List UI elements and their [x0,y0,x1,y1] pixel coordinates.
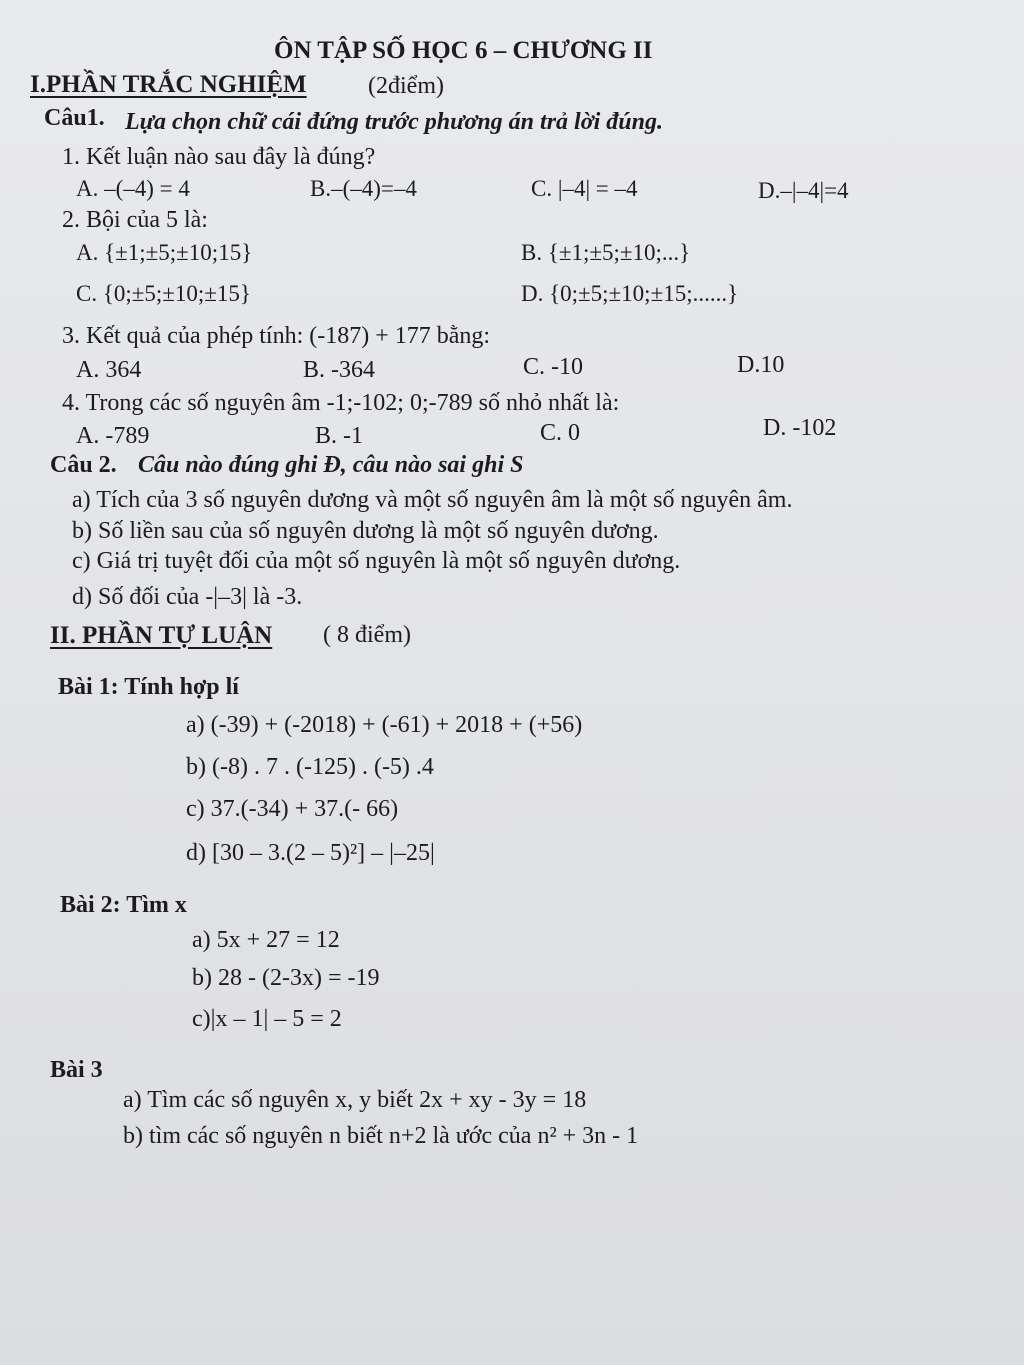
q3-option-a: A. 364 [76,357,142,383]
cau2-item-b: b) Số liền sau của số nguyên dương là một số nguyên dương. [72,518,659,544]
q1-option-a: A. –(–4) = 4 [76,176,190,201]
question-1: 1. Kết luận nào sau đây là đúng? [62,144,376,170]
q3-option-d: D.10 [737,352,785,378]
q3-option-b: B. -364 [303,357,375,383]
cau1-label: Câu1. [44,105,105,131]
q1-option-b: B.–(–4)=–4 [310,176,417,201]
bai3-item-b: b) tìm các số nguyên n biết n+2 là ước của n² + 3n - 1 [123,1123,639,1149]
q1-option-d: D.–|–4|=4 [758,178,849,203]
q3-option-c: C. -10 [523,354,583,380]
part1-heading: I.PHẦN TRẮC NGHIỆM [30,71,307,98]
bai1-item-b: b) (-8) . 7 . (-125) . (-5) .4 [186,754,434,780]
bai2-item-b: b) 28 - (2-3x) = -19 [192,965,380,991]
cau2-item-d: d) Số đối của -|–3| là -3. [72,584,303,610]
q4-option-b: B. -1 [315,423,363,449]
bai1-title: Bài 1: Tính hợp lí [58,674,239,700]
bai3-item-a: a) Tìm các số nguyên x, y biết 2x + xy - 3y = 18 [123,1087,587,1113]
bai1-item-c: c) 37.(-34) + 37.(- 66) [186,796,399,822]
q2-option-d: D. {0;±5;±10;±15;......} [521,281,739,306]
q2-option-c: C. {0;±5;±10;±15} [76,281,251,306]
cau2-instruction: Câu nào đúng ghi Đ, câu nào sai ghi S [138,452,524,478]
bai2-item-c: c)|x – 1| – 5 = 2 [192,1006,342,1032]
question-2: 2. Bội của 5 là: [62,207,208,233]
q4-option-a: A. -789 [76,423,150,449]
cau2-item-a: a) Tích của 3 số nguyên dương và một số nguyên âm là một số nguyên âm. [72,487,793,513]
q2-option-a: A. {±1;±5;±10;15} [76,240,253,265]
q1-option-c: C. |–4| = –4 [531,176,638,201]
bai2-title: Bài 2: Tìm x [60,892,187,918]
q2-option-b: B. {±1;±5;±10;...} [521,240,691,265]
document-title: ÔN TẬP SỐ HỌC 6 – CHƯƠNG II [274,37,653,64]
part2-heading: II. PHẦN TỰ LUẬN [50,622,273,649]
cau2-label: Câu 2. [50,452,117,478]
bai3-title: Bài 3 [50,1057,103,1083]
part1-points: (2điểm) [368,73,444,99]
part2-points: ( 8 điểm) [323,622,411,648]
q4-option-d: D. -102 [763,415,837,441]
bai1-item-a: a) (-39) + (-2018) + (-61) + 2018 + (+56) [186,712,583,738]
bai2-item-a: a) 5x + 27 = 12 [192,927,340,953]
cau1-instruction: Lựa chọn chữ cái đứng trước phương án trả lời đúng. [125,109,663,135]
q4-option-c: C. 0 [540,420,581,446]
question-4: 4. Trong các số nguyên âm -1;-102; 0;-789 số nhỏ nhất là: [62,390,620,416]
cau2-item-c: c) Giá trị tuyệt đối của một số nguyên là một số nguyên dương. [72,548,681,574]
bai1-item-d: d) [30 – 3.(2 – 5)²] – |–25| [186,840,435,866]
question-3: 3. Kết quả của phép tính: (-187) + 177 bằng: [62,323,491,349]
